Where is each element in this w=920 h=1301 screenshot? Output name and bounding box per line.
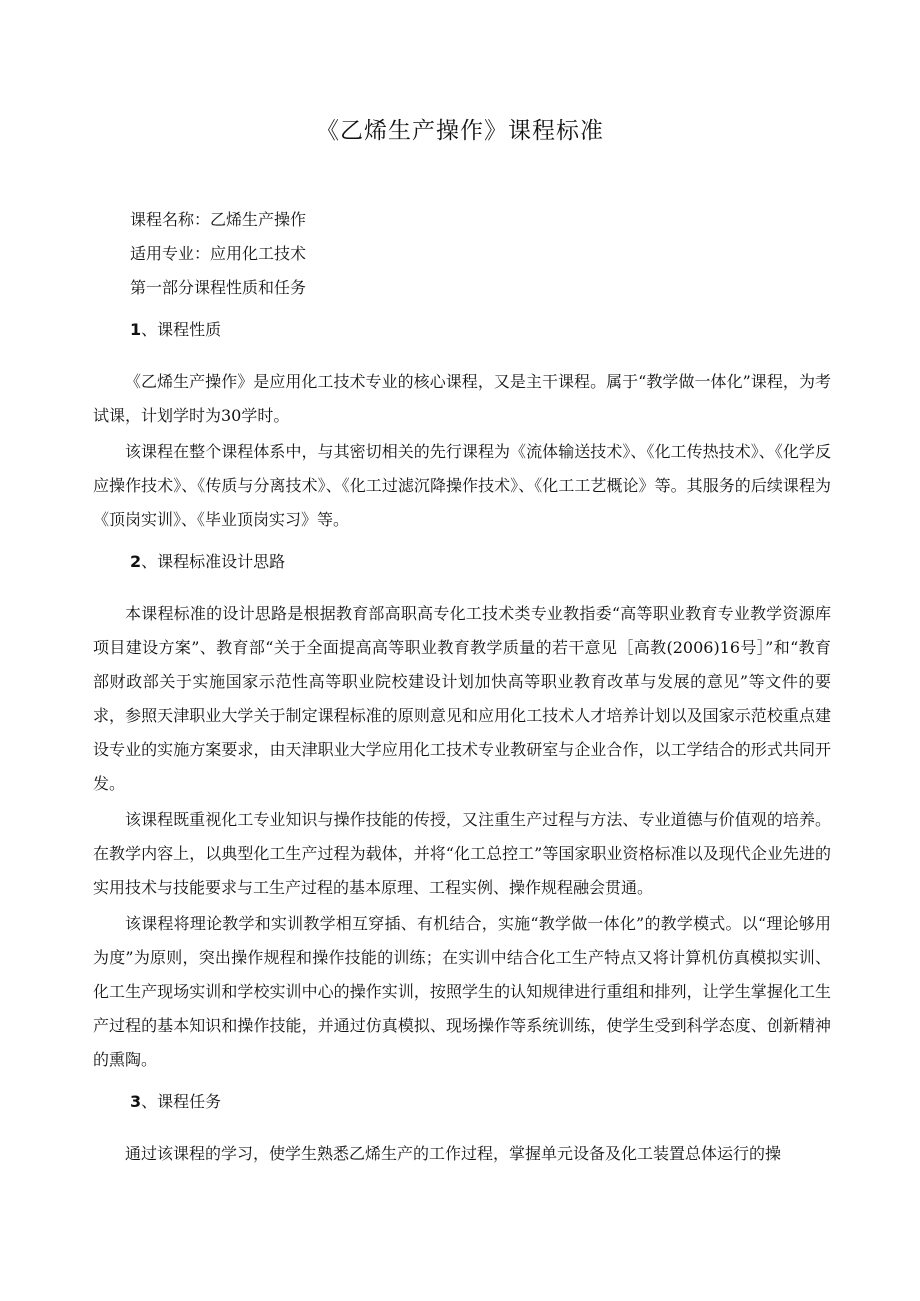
section-heading-2 <box>93 545 831 579</box>
document-body <box>93 203 831 1173</box>
paragraph: 该课程既重视化工专业知识与操作技能的传授，又注重生产过程与方法、专业道德与价值观的培养。在教学内容上，以典型化工生产过程为载体，并将“化工总控工”等国家职业资格标准以及现代企业先进的实用技术与技能要求与工生产过程的基本原理、工程实例、操作规程融会贯通。 <box>93 810 831 897</box>
major-value: 应用化工技术 <box>210 244 307 263</box>
course-name-line <box>93 203 831 237</box>
paragraph: 《乙烯生产操作》是应用化工技术专业的核心课程，又是主干课程。属于“教学做一体化”课程，为考试课，计划学时为30学时。 <box>93 372 831 425</box>
major-label: 适用专业： <box>130 244 211 263</box>
paragraph: 本课程标准的设计思路是根据教育部高职高专化工技术类专业教指委“高等职业教育专业教学资源库项目建设方案”、教育部“关于全面提高高等职业教育教学质量的若干意见［高教(2006)16号］”和“教育部财政部关于实施国家示范性高等职业院校建设计划加快高等职业教育改革与发展的意见”等文件的要求，参照天津职业大学关于制定课程标准的原则意见和应用化工技术人才培养计划以及国家示范校重点建设专业的实施方案要求，由天津职业大学应用化工技术专业教研室与企业合作，以工学结合的形式共同开发。 <box>93 604 831 793</box>
course-name-value: 乙烯生产操作 <box>210 210 307 229</box>
section-title: 、课程性质 <box>141 320 222 339</box>
course-name-label: 课程名称： <box>130 210 211 229</box>
paragraph: 该课程将理论教学和实训教学相互穿插、有机结合，实施“教学做一体化”的教学模式。以“理论够用为度”为原则，突出操作规程和操作技能的训练；在实训中结合化工生产特点又将计算机仿真模拟实训、化工生产现场实训和学校实训中心的操作实训，按照学生的认知规律进行重组和排列，让学生掌握化工生产过程的基本知识和操作技能，并通过仿真模拟、现场操作等系统训练，使学生受到科学态度、创新精神的熏陶。 <box>93 914 831 1069</box>
paragraph: 通过该课程的学习，使学生熟悉乙烯生产的工作过程，掌握单元设备及化工装置总体运行的操 <box>125 1144 782 1163</box>
part1-heading: 第一部分课程性质和任务 <box>130 278 307 297</box>
section-title: 、课程任务 <box>141 1092 222 1111</box>
paragraph: 该课程在整个课程体系中，与其密切相关的先行课程为《流体输送技术》、《化工传热技术》、《化学反应操作技术》、《传质与分离技术》、《化工过滤沉降操作技术》、《化工工艺概论》等。其服务的后续课程为《顶岗实训》、《毕业顶岗实习》等。 <box>93 442 831 529</box>
section-title: 、课程标准设计思路 <box>141 552 286 571</box>
section-number: 3 <box>130 1092 142 1111</box>
major-line <box>93 237 831 271</box>
section-number: 1 <box>130 320 142 339</box>
document-title: 《乙烯生产操作》课程标准 <box>316 118 604 144</box>
section-heading-1 <box>93 313 831 347</box>
section-number: 2 <box>130 552 142 571</box>
section-heading-3 <box>93 1085 831 1119</box>
